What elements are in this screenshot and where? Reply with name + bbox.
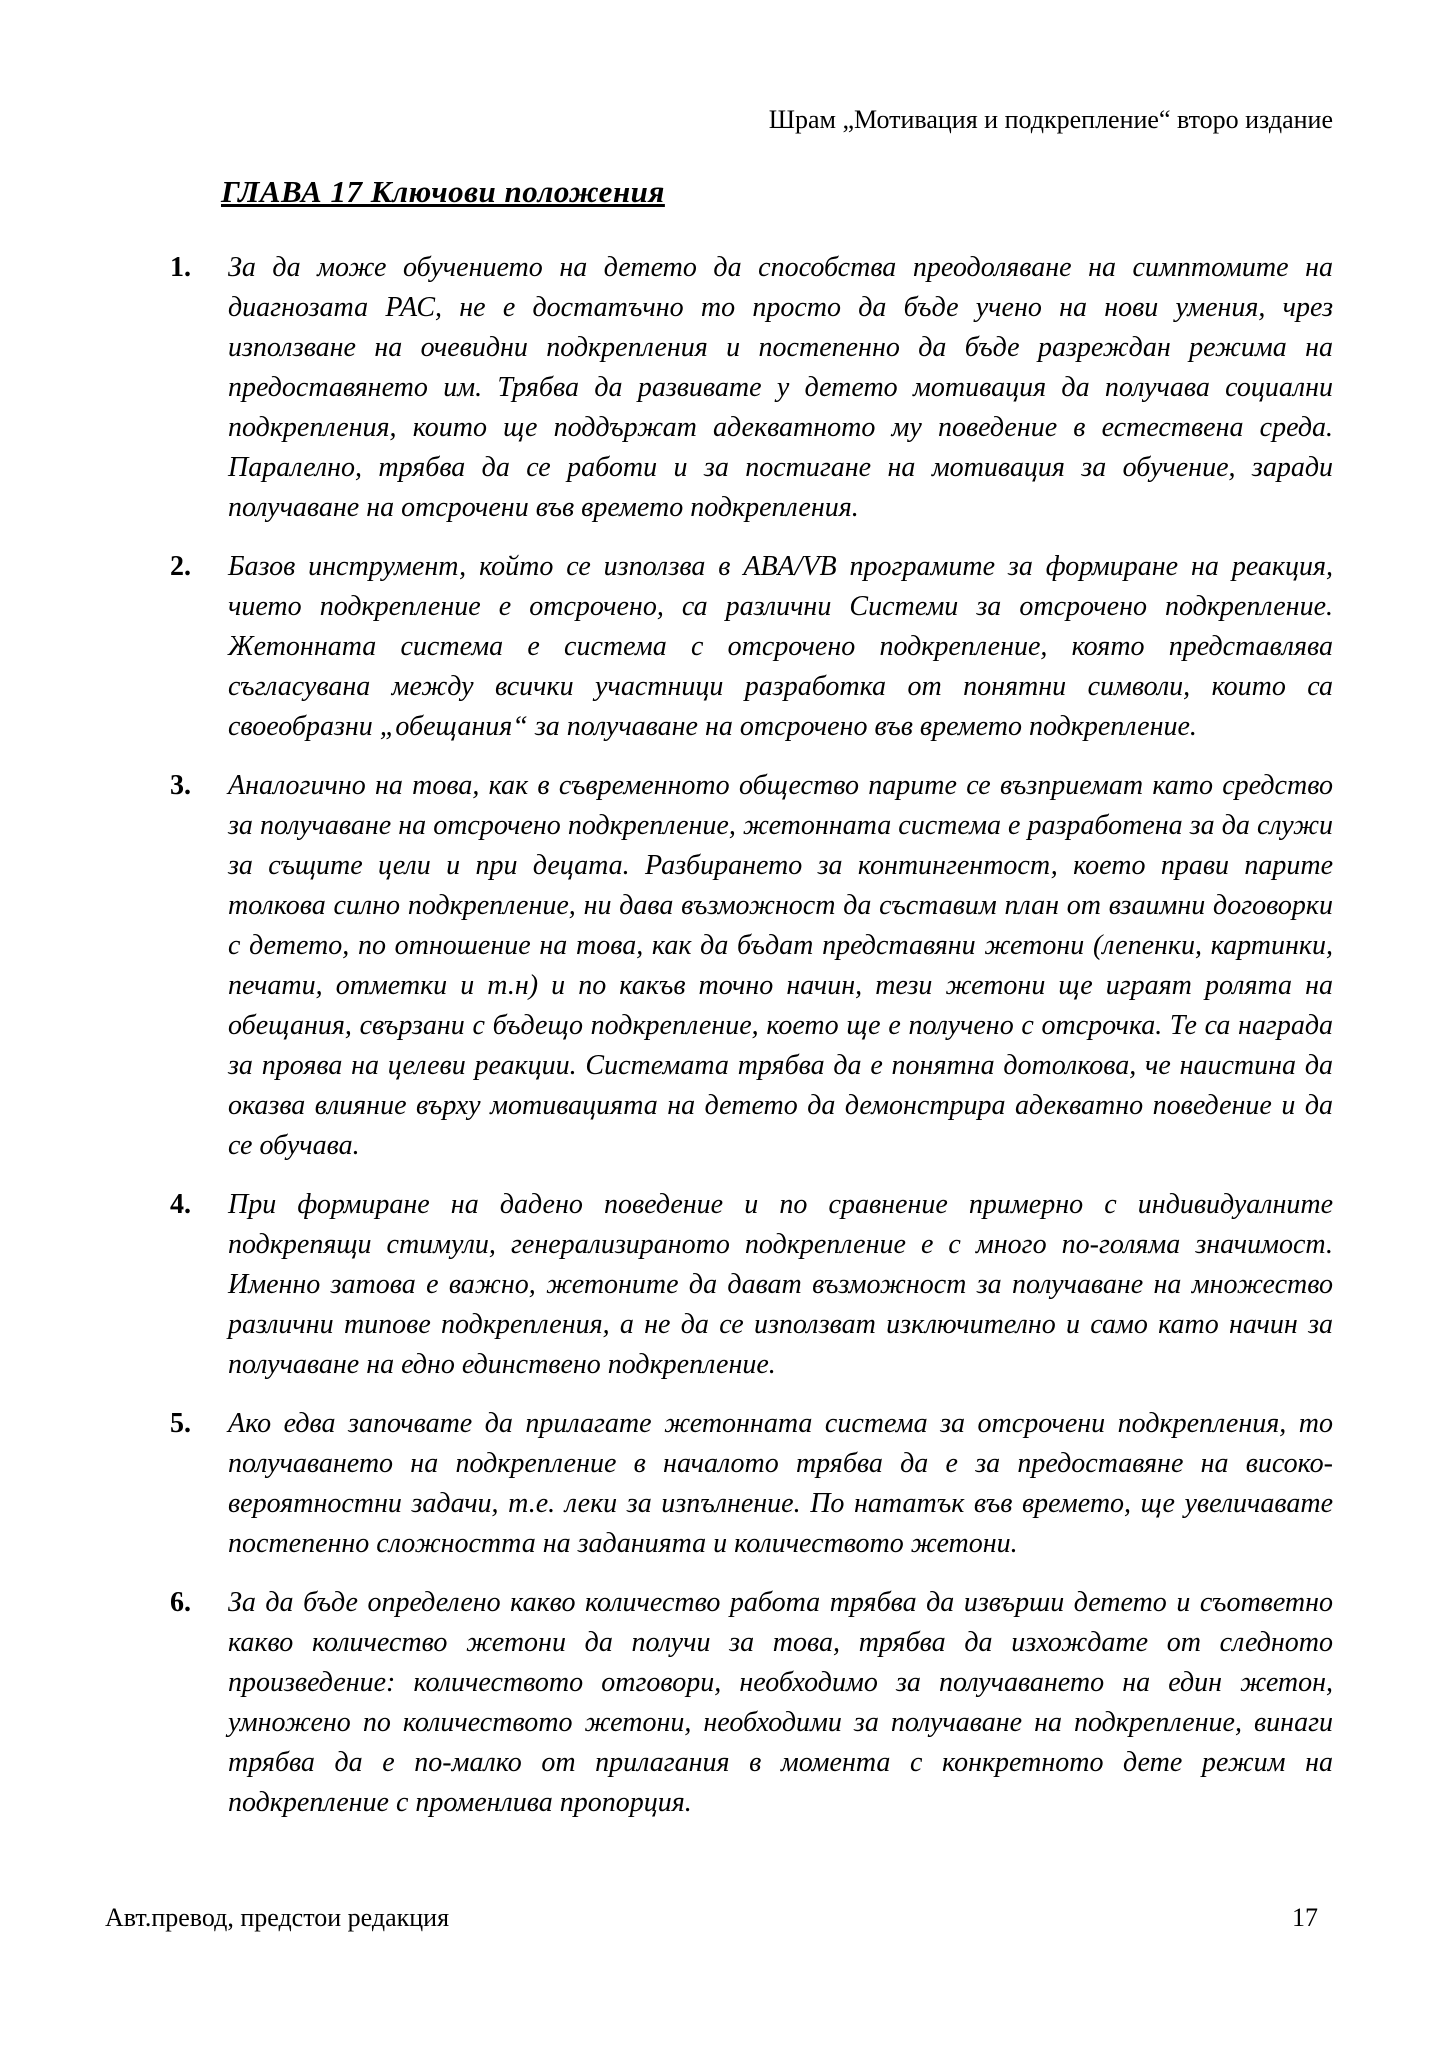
item-text: Аналогично на това, как в съвременното общество парите се възприемат като средство за получаване на отсрочено подкрепление, жетонната система е разработена за да служи за същите цели и при децата. Разбирането за контингентост, което прави парите толкова силно подкрепление, ни дава възможност да съставим план от взаимни договорки с детето, по отношение на това, как да бъдат представяни жетони (лепенки, картинки, печати, отметки и т.н) и по какъв точно начин, тези жетони ще играят ролята на обещания, свързани с бъдещо подкрепление, което ще е получено с отсрочка. Те са награда за проява на целеви реакции. Системата трябва да е понятна дотолкова, че наистина да оказва влияние върху мотивацията на детето да демонстрира адекватно поведение и да се обучава. <box>228 770 1333 1161</box>
running-header: Шрам „Мотивация и подкрепление“ второ издание <box>768 105 1333 134</box>
item-text: За да може обучението на детето да способства преодоляване на симптомите на диагнозата РАС, не е достатъчно то просто да бъде учено на нови умения, чрез използване на очевидни подкрепления и постепенно да бъде разреждан режима на предоставянето им. Трябва да развивате у детето мотивация да получава социални подкрепления, които ще поддържат адекватното му поведение в естествена среда. Паралелно, трябва да се работи и за постигане на мотивация за обучение, заради получаване на отсрочени във времето подкрепления. <box>228 252 1333 523</box>
list-item <box>170 1583 1333 1823</box>
item-number: 1. <box>170 252 191 283</box>
item-number: 5. <box>170 1408 191 1439</box>
item-number: 2. <box>170 551 191 582</box>
list-item <box>170 766 1333 1166</box>
item-number: 3. <box>170 770 191 801</box>
list-item <box>170 1185 1333 1385</box>
chapter-title: ГЛАВА 17 Ключови положения <box>221 174 665 209</box>
key-points-list <box>170 248 1333 1842</box>
list-item <box>170 1404 1333 1564</box>
item-number: 6. <box>170 1587 191 1618</box>
item-text: Базов инструмент, който се използва в ABA/VB програмите за формиране на реакция, чието подкрепление е отсрочено, са различни Системи за отсрочено подкрепление. Жетонната система е система с отсрочено подкрепление, която представлява съгласувана между всички участници разработка от понятни символи, които са своеобразни „обещания“ за получаване на отсрочено във времето подкрепление. <box>228 551 1333 742</box>
item-number: 4. <box>170 1189 191 1220</box>
item-text: Ако едва започвате да прилагате жетонната система за отсрочени подкрепления, то получаването на подкрепление в началото трябва да е за предоставяне на високо-вероятностни задачи, т.е. леки за изпълнение. По нататък във времето, ще увеличавате постепенно сложността на заданията и количеството жетони. <box>228 1408 1333 1559</box>
footer-note: Авт.превод, предстои редакция <box>105 1903 450 1932</box>
page-footer <box>105 1903 1318 1933</box>
item-text: За да бъде определено какво количество работа трябва да извърши детето и съответно какво количество жетони да получи за това, трябва да изхождате от следното произведение: количеството отговори, необходимо за получаването на един жетон, умножено по количеството жетони, необходими за получаване на подкрепление, винаги трябва да е по-малко от прилагания в момента с конкретното дете режим на подкрепление с променлива пропорция. <box>228 1587 1333 1818</box>
page-number: 17 <box>1292 1903 1318 1932</box>
list-item <box>170 248 1333 528</box>
item-text: При формиране на дадено поведение и по сравнение примерно с индивидуалните подкрепящи стимули, генерализираното подкрепление е с много по-голяма значимост. Именно затова е важно, жетоните да дават възможност за получаване на множество различни типове подкрепления, а не да се използват изключително и само като начин за получаване на едно единствено подкрепление. <box>228 1189 1333 1380</box>
list-item <box>170 547 1333 747</box>
